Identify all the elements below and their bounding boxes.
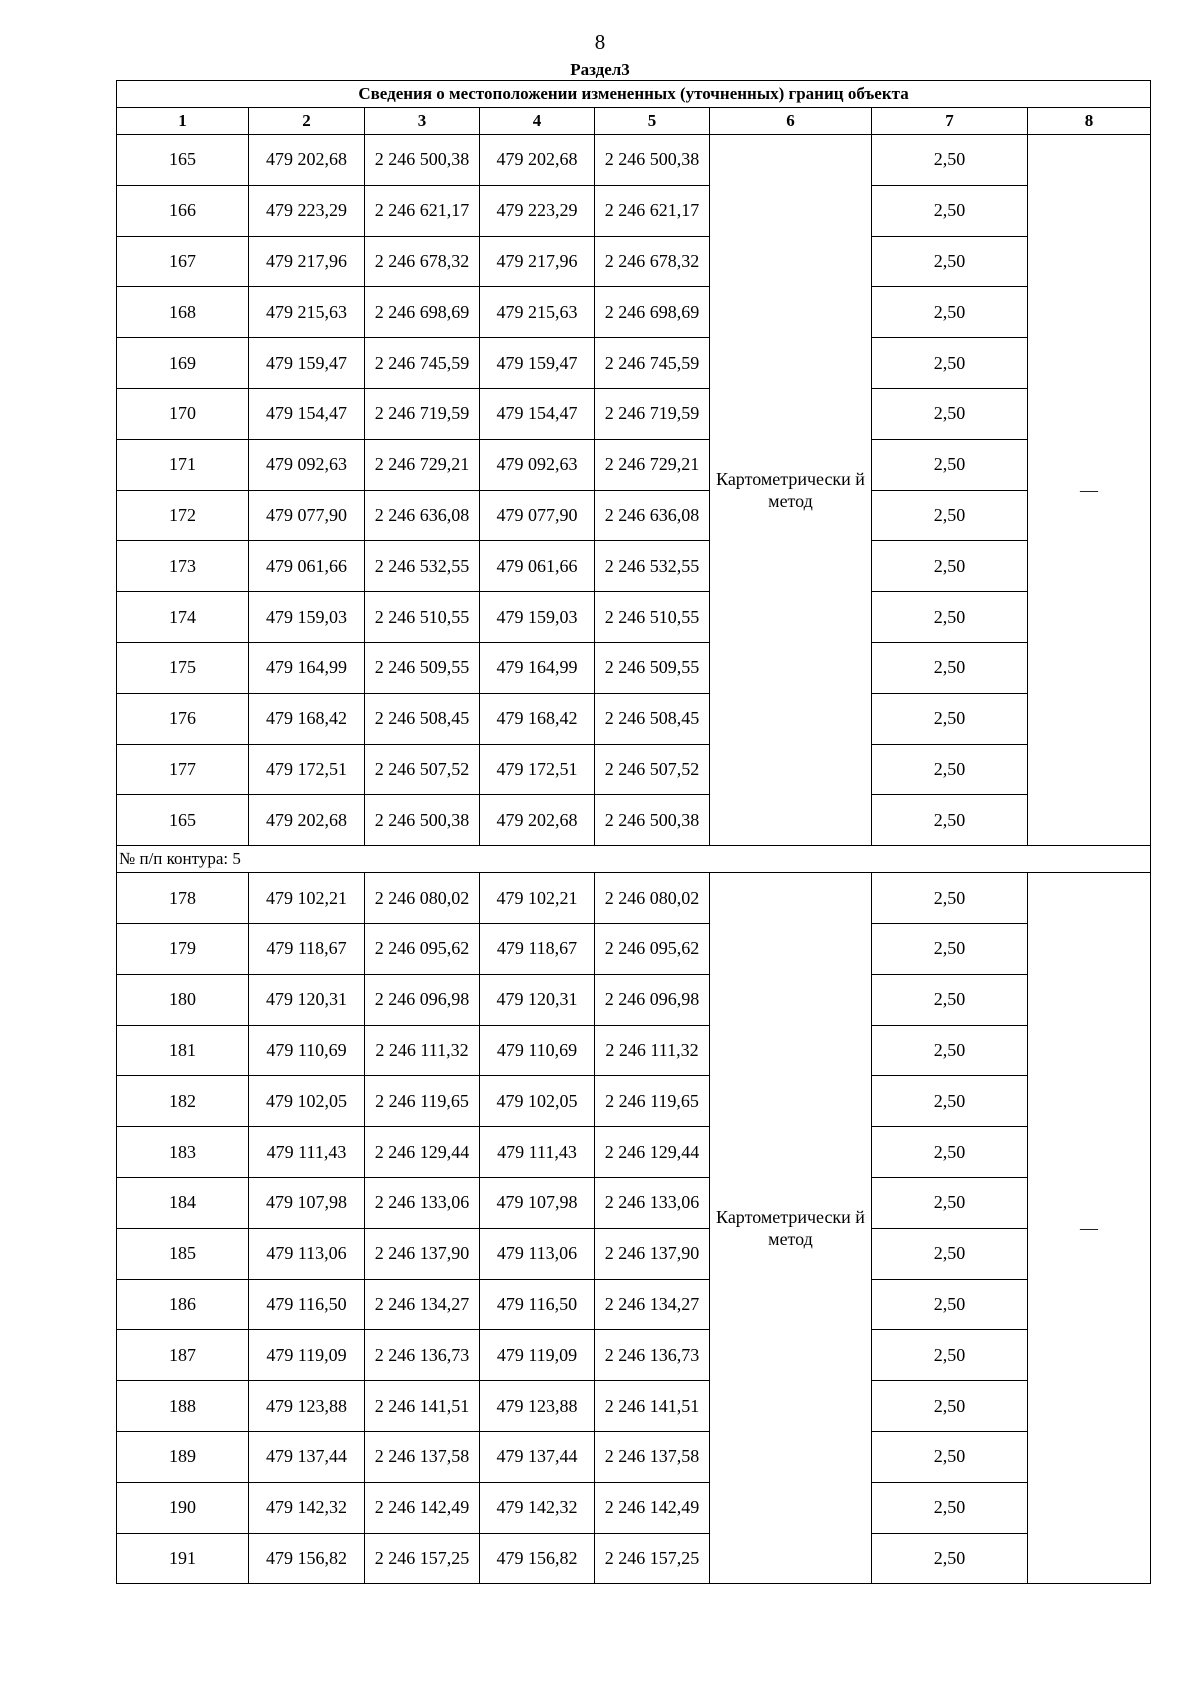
table-row (117, 1381, 1151, 1432)
y-new-cell: 2 246 719,59 (595, 388, 710, 439)
x-new-cell: 479 168,42 (480, 693, 595, 744)
table-row (117, 795, 1151, 846)
x-existing-cell: 479 154,47 (249, 388, 365, 439)
accuracy-cell: 2,50 (872, 1127, 1028, 1178)
header-col-6: 6 (710, 108, 872, 135)
x-new-cell: 479 159,47 (480, 338, 595, 389)
point-number-cell: 187 (117, 1330, 249, 1381)
x-new-cell: 479 116,50 (480, 1279, 595, 1330)
header-col-2: 2 (249, 108, 365, 135)
table-row (117, 693, 1151, 744)
table-row (117, 439, 1151, 490)
x-existing-cell: 479 119,09 (249, 1330, 365, 1381)
y-new-cell: 2 246 137,58 (595, 1431, 710, 1482)
y-existing-cell: 2 246 729,21 (365, 439, 480, 490)
accuracy-cell: 2,50 (872, 185, 1028, 236)
table-row (117, 287, 1151, 338)
y-new-cell: 2 246 698,69 (595, 287, 710, 338)
y-existing-cell: 2 246 134,27 (365, 1279, 480, 1330)
y-new-cell: 2 246 636,08 (595, 490, 710, 541)
x-existing-cell: 479 110,69 (249, 1025, 365, 1076)
y-existing-cell: 2 246 500,38 (365, 795, 480, 846)
table-row (117, 1127, 1151, 1178)
y-new-cell: 2 246 136,73 (595, 1330, 710, 1381)
x-new-cell: 479 102,21 (480, 873, 595, 924)
x-existing-cell: 479 077,90 (249, 490, 365, 541)
point-number-cell: 173 (117, 541, 249, 592)
accuracy-cell: 2,50 (872, 287, 1028, 338)
point-number-cell: 182 (117, 1076, 249, 1127)
header-col-5: 5 (595, 108, 710, 135)
x-existing-cell: 479 137,44 (249, 1431, 365, 1482)
y-existing-cell: 2 246 080,02 (365, 873, 480, 924)
y-new-cell: 2 246 508,45 (595, 693, 710, 744)
x-new-cell: 479 110,69 (480, 1025, 595, 1076)
x-new-cell: 479 202,68 (480, 795, 595, 846)
x-new-cell: 479 164,99 (480, 642, 595, 693)
x-existing-cell: 479 164,99 (249, 642, 365, 693)
accuracy-cell: 2,50 (872, 693, 1028, 744)
accuracy-cell: 2,50 (872, 974, 1028, 1025)
y-existing-cell: 2 246 096,98 (365, 974, 480, 1025)
x-existing-cell: 479 202,68 (249, 135, 365, 186)
page-number: 8 (594, 30, 606, 54)
y-existing-cell: 2 246 678,32 (365, 236, 480, 287)
x-existing-cell: 479 123,88 (249, 1381, 365, 1432)
y-new-cell: 2 246 134,27 (595, 1279, 710, 1330)
table-title-row (117, 81, 1151, 108)
table-title: Сведения о местоположении измененных (уточненных) границ объекта (117, 81, 1151, 108)
table-row (117, 1482, 1151, 1533)
table-row (117, 1177, 1151, 1228)
accuracy-cell: 2,50 (872, 388, 1028, 439)
x-existing-cell: 479 061,66 (249, 541, 365, 592)
x-new-cell: 479 111,43 (480, 1127, 595, 1178)
y-existing-cell: 2 246 137,90 (365, 1228, 480, 1279)
col8-dash-cell: — (1028, 873, 1151, 1584)
x-existing-cell: 479 113,06 (249, 1228, 365, 1279)
y-new-cell: 2 246 080,02 (595, 873, 710, 924)
x-new-cell: 479 156,82 (480, 1533, 595, 1584)
y-existing-cell: 2 246 111,32 (365, 1025, 480, 1076)
x-new-cell: 479 123,88 (480, 1381, 595, 1432)
method-text: Картометрически й метод (716, 469, 865, 512)
accuracy-cell: 2,50 (872, 236, 1028, 287)
coordinates-table (116, 80, 1151, 1584)
accuracy-cell: 2,50 (872, 490, 1028, 541)
method-cell (710, 135, 872, 846)
point-number-cell: 171 (117, 439, 249, 490)
x-existing-cell: 479 215,63 (249, 287, 365, 338)
y-new-cell: 2 246 510,55 (595, 592, 710, 643)
accuracy-cell: 2,50 (872, 1177, 1028, 1228)
x-existing-cell: 479 120,31 (249, 974, 365, 1025)
point-number-cell: 189 (117, 1431, 249, 1482)
y-existing-cell: 2 246 136,73 (365, 1330, 480, 1381)
table-row (117, 185, 1151, 236)
accuracy-cell: 2,50 (872, 1025, 1028, 1076)
accuracy-cell: 2,50 (872, 642, 1028, 693)
point-number-cell: 165 (117, 795, 249, 846)
y-new-cell: 2 246 129,44 (595, 1127, 710, 1178)
accuracy-cell: 2,50 (872, 439, 1028, 490)
x-new-cell: 479 107,98 (480, 1177, 595, 1228)
header-row (117, 108, 1151, 135)
point-number-cell: 183 (117, 1127, 249, 1178)
x-new-cell: 479 137,44 (480, 1431, 595, 1482)
point-number-cell: 185 (117, 1228, 249, 1279)
table-row (117, 1076, 1151, 1127)
header-col-3: 3 (365, 108, 480, 135)
y-new-cell: 2 246 507,52 (595, 744, 710, 795)
accuracy-cell: 2,50 (872, 592, 1028, 643)
y-existing-cell: 2 246 636,08 (365, 490, 480, 541)
accuracy-cell: 2,50 (872, 541, 1028, 592)
y-new-cell: 2 246 096,98 (595, 974, 710, 1025)
accuracy-cell: 2,50 (872, 744, 1028, 795)
y-existing-cell: 2 246 532,55 (365, 541, 480, 592)
table-row (117, 1279, 1151, 1330)
x-new-cell: 479 154,47 (480, 388, 595, 439)
accuracy-cell: 2,50 (872, 1228, 1028, 1279)
y-existing-cell: 2 246 719,59 (365, 388, 480, 439)
y-new-cell: 2 246 745,59 (595, 338, 710, 389)
table-row (117, 135, 1151, 186)
point-number-cell: 186 (117, 1279, 249, 1330)
point-number-cell: 191 (117, 1533, 249, 1584)
x-new-cell: 479 215,63 (480, 287, 595, 338)
x-new-cell: 479 113,06 (480, 1228, 595, 1279)
x-new-cell: 479 077,90 (480, 490, 595, 541)
header-col-7: 7 (872, 108, 1028, 135)
point-number-cell: 188 (117, 1381, 249, 1432)
y-existing-cell: 2 246 698,69 (365, 287, 480, 338)
x-new-cell: 479 102,05 (480, 1076, 595, 1127)
point-number-cell: 168 (117, 287, 249, 338)
y-existing-cell: 2 246 509,55 (365, 642, 480, 693)
accuracy-cell: 2,50 (872, 1330, 1028, 1381)
x-existing-cell: 479 107,98 (249, 1177, 365, 1228)
x-existing-cell: 479 159,47 (249, 338, 365, 389)
y-existing-cell: 2 246 510,55 (365, 592, 480, 643)
point-number-cell: 174 (117, 592, 249, 643)
accuracy-cell: 2,50 (872, 873, 1028, 924)
y-new-cell: 2 246 095,62 (595, 923, 710, 974)
x-new-cell: 479 061,66 (480, 541, 595, 592)
table-row (117, 923, 1151, 974)
accuracy-cell: 2,50 (872, 1533, 1028, 1584)
x-existing-cell: 479 172,51 (249, 744, 365, 795)
contour-label: № п/п контура: 5 (117, 846, 1151, 873)
point-number-cell: 184 (117, 1177, 249, 1228)
point-number-cell: 175 (117, 642, 249, 693)
table-row (117, 642, 1151, 693)
accuracy-cell: 2,50 (872, 1381, 1028, 1432)
x-new-cell: 479 172,51 (480, 744, 595, 795)
y-existing-cell: 2 246 119,65 (365, 1076, 480, 1127)
header-col-4: 4 (480, 108, 595, 135)
x-existing-cell: 479 118,67 (249, 923, 365, 974)
accuracy-cell: 2,50 (872, 338, 1028, 389)
table-row (117, 388, 1151, 439)
contour-label-row (117, 846, 1151, 873)
accuracy-cell: 2,50 (872, 1431, 1028, 1482)
y-new-cell: 2 246 119,65 (595, 1076, 710, 1127)
x-new-cell: 479 159,03 (480, 592, 595, 643)
point-number-cell: 181 (117, 1025, 249, 1076)
header-col-8: 8 (1028, 108, 1151, 135)
y-existing-cell: 2 246 133,06 (365, 1177, 480, 1228)
point-number-cell: 166 (117, 185, 249, 236)
table-row (117, 236, 1151, 287)
y-new-cell: 2 246 157,25 (595, 1533, 710, 1584)
y-existing-cell: 2 246 157,25 (365, 1533, 480, 1584)
table-row (117, 1431, 1151, 1482)
y-new-cell: 2 246 621,17 (595, 185, 710, 236)
accuracy-cell: 2,50 (872, 923, 1028, 974)
table-row (117, 873, 1151, 924)
y-new-cell: 2 246 509,55 (595, 642, 710, 693)
y-existing-cell: 2 246 142,49 (365, 1482, 480, 1533)
y-existing-cell: 2 246 745,59 (365, 338, 480, 389)
x-new-cell: 479 118,67 (480, 923, 595, 974)
x-existing-cell: 479 159,03 (249, 592, 365, 643)
point-number-cell: 176 (117, 693, 249, 744)
table-row (117, 1330, 1151, 1381)
point-number-cell: 177 (117, 744, 249, 795)
y-existing-cell: 2 246 137,58 (365, 1431, 480, 1482)
x-existing-cell: 479 202,68 (249, 795, 365, 846)
table-row (117, 592, 1151, 643)
x-existing-cell: 479 156,82 (249, 1533, 365, 1584)
table-row (117, 1533, 1151, 1584)
accuracy-cell: 2,50 (872, 135, 1028, 186)
x-new-cell: 479 119,09 (480, 1330, 595, 1381)
y-existing-cell: 2 246 095,62 (365, 923, 480, 974)
header-col-1: 1 (117, 108, 249, 135)
point-number-cell: 190 (117, 1482, 249, 1533)
accuracy-cell: 2,50 (872, 1076, 1028, 1127)
point-number-cell: 172 (117, 490, 249, 541)
x-existing-cell: 479 142,32 (249, 1482, 365, 1533)
point-number-cell: 167 (117, 236, 249, 287)
table-row (117, 338, 1151, 389)
section-title: Раздел3 (570, 60, 630, 79)
point-number-cell: 169 (117, 338, 249, 389)
method-cell (710, 873, 872, 1584)
y-new-cell: 2 246 678,32 (595, 236, 710, 287)
table-row (117, 541, 1151, 592)
y-existing-cell: 2 246 508,45 (365, 693, 480, 744)
y-new-cell: 2 246 111,32 (595, 1025, 710, 1076)
x-existing-cell: 479 102,21 (249, 873, 365, 924)
y-new-cell: 2 246 500,38 (595, 795, 710, 846)
x-existing-cell: 479 111,43 (249, 1127, 365, 1178)
x-new-cell: 479 202,68 (480, 135, 595, 186)
y-existing-cell: 2 246 500,38 (365, 135, 480, 186)
point-number-cell: 165 (117, 135, 249, 186)
y-existing-cell: 2 246 129,44 (365, 1127, 480, 1178)
point-number-cell: 170 (117, 388, 249, 439)
y-new-cell: 2 246 142,49 (595, 1482, 710, 1533)
table-row (117, 974, 1151, 1025)
y-new-cell: 2 246 729,21 (595, 439, 710, 490)
x-existing-cell: 479 092,63 (249, 439, 365, 490)
point-number-cell: 178 (117, 873, 249, 924)
table-row (117, 744, 1151, 795)
table-body (117, 81, 1151, 1584)
table-row (117, 490, 1151, 541)
x-existing-cell: 479 116,50 (249, 1279, 365, 1330)
y-new-cell: 2 246 500,38 (595, 135, 710, 186)
point-number-cell: 179 (117, 923, 249, 974)
table-row (117, 1025, 1151, 1076)
x-new-cell: 479 092,63 (480, 439, 595, 490)
x-new-cell: 479 223,29 (480, 185, 595, 236)
x-new-cell: 479 217,96 (480, 236, 595, 287)
x-existing-cell: 479 223,29 (249, 185, 365, 236)
y-existing-cell: 2 246 507,52 (365, 744, 480, 795)
accuracy-cell: 2,50 (872, 1482, 1028, 1533)
method-text: Картометрически й метод (716, 1207, 865, 1250)
col8-dash-cell: — (1028, 135, 1151, 846)
table-row (117, 1228, 1151, 1279)
accuracy-cell: 2,50 (872, 795, 1028, 846)
x-new-cell: 479 120,31 (480, 974, 595, 1025)
x-existing-cell: 479 168,42 (249, 693, 365, 744)
y-new-cell: 2 246 141,51 (595, 1381, 710, 1432)
y-new-cell: 2 246 137,90 (595, 1228, 710, 1279)
y-existing-cell: 2 246 621,17 (365, 185, 480, 236)
y-new-cell: 2 246 532,55 (595, 541, 710, 592)
accuracy-cell: 2,50 (872, 1279, 1028, 1330)
x-existing-cell: 479 102,05 (249, 1076, 365, 1127)
x-new-cell: 479 142,32 (480, 1482, 595, 1533)
y-existing-cell: 2 246 141,51 (365, 1381, 480, 1432)
x-existing-cell: 479 217,96 (249, 236, 365, 287)
point-number-cell: 180 (117, 974, 249, 1025)
y-new-cell: 2 246 133,06 (595, 1177, 710, 1228)
